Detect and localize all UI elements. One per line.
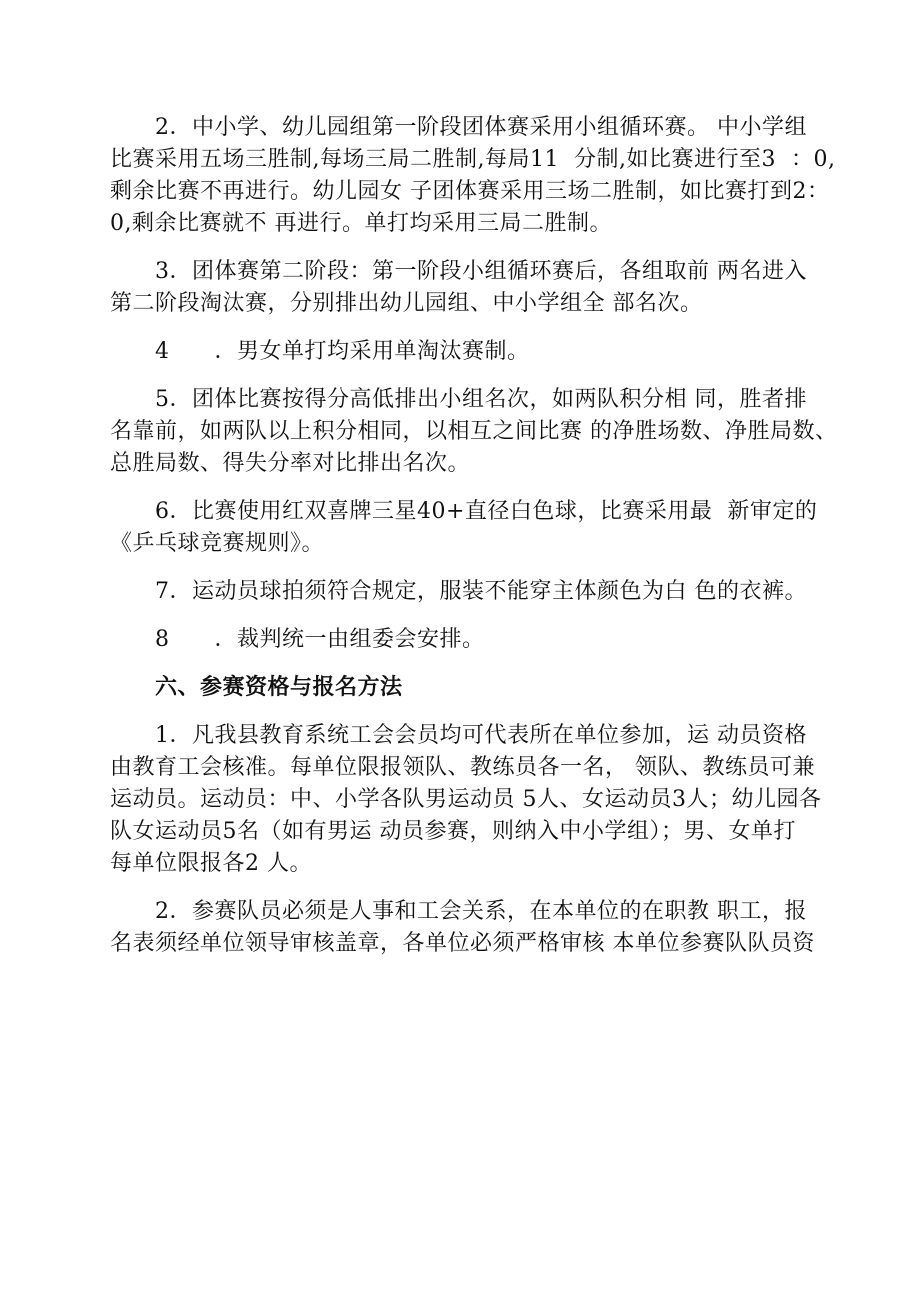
text-line: 第二阶段淘汰赛，分别排出幼儿园组、中小学组全 部名次。 [110,291,703,316]
text-line: 6．比赛使用红双喜牌三星40+直径白色球，比赛采用最 新审定的 [155,499,818,524]
text-line: 比赛采用五场三胜制,每场三局二胜制,每局11 分制,如比赛进行至3 ：0, [110,147,836,172]
paragraph-item-4 [110,336,830,368]
paragraph-sec6-item-2 [110,896,830,960]
text-line: 剩余比赛不再进行。幼儿园女 子团体赛采用三场二胜制，如比赛打到2： [110,179,830,204]
text-line: 《乒乓球竞赛规则》。 [110,531,325,556]
document-page [110,112,838,976]
text-line: 2．参赛队员必须是人事和工会关系，在本单位的在职教 职工，报 [155,899,807,924]
text-line: 运动员。运动员：中、小学各队男运动员 5人、女运动员3人；幼儿园各 [110,787,822,812]
text-line: 8 ．裁判统一由组委会安排。 [155,627,485,652]
text-line: 0,剩余比赛就不 再进行。单打均采用三局二胜制。 [110,211,612,236]
paragraph-item-6 [110,496,830,560]
paragraph-item-3 [110,256,830,320]
text-line: 名靠前，如两队以上积分相同，以相互之间比赛 的净胜场数、净胜局数、 [110,419,838,444]
text-line: 由教育工会核准。每单位限报领队、教练员各一名， 领队、教练员可兼 [110,755,815,780]
text-line: 队女运动员5名（如有男运 动员参赛，则纳入中小学组）；男、女单打 [110,819,796,844]
paragraph-item-8 [110,624,830,656]
text-line: 1．凡我县教育系统工会会员均可代表所在单位参加，运 动员资格 [155,723,807,748]
paragraph-sec6-item-1 [110,720,830,880]
paragraph-item-2 [110,112,836,240]
paragraph-item-7 [110,576,830,608]
text-line: 5．团体比赛按得分高低排出小组名次，如两队积分相 同，胜者排 [155,387,807,412]
text-line: 名表须经单位领导审核盖章，各单位必须严格审核 本单位参赛队队员资 [110,931,815,956]
text-line: 3．团体赛第二阶段：第一阶段小组循环赛后，各组取前 两名进入 [155,259,807,284]
section-title: 六、参赛资格与报名方法 [155,675,403,700]
text-line: 2．中小学、幼儿园组第一阶段团体赛采用小组循环赛。 中小学组 [155,115,807,140]
text-line: 7．运动员球拍须符合规定，服装不能穿主体颜色为白 色的衣裤。 [155,579,807,604]
section-heading [110,672,830,704]
paragraph-item-5 [110,384,838,480]
text-line: 每单位限报各2 人。 [110,851,312,876]
text-line: 4 ．男女单打均采用单淘汰赛制。 [155,339,530,364]
text-line: 总胜局数、得失分率对比排出名次。 [110,451,471,476]
